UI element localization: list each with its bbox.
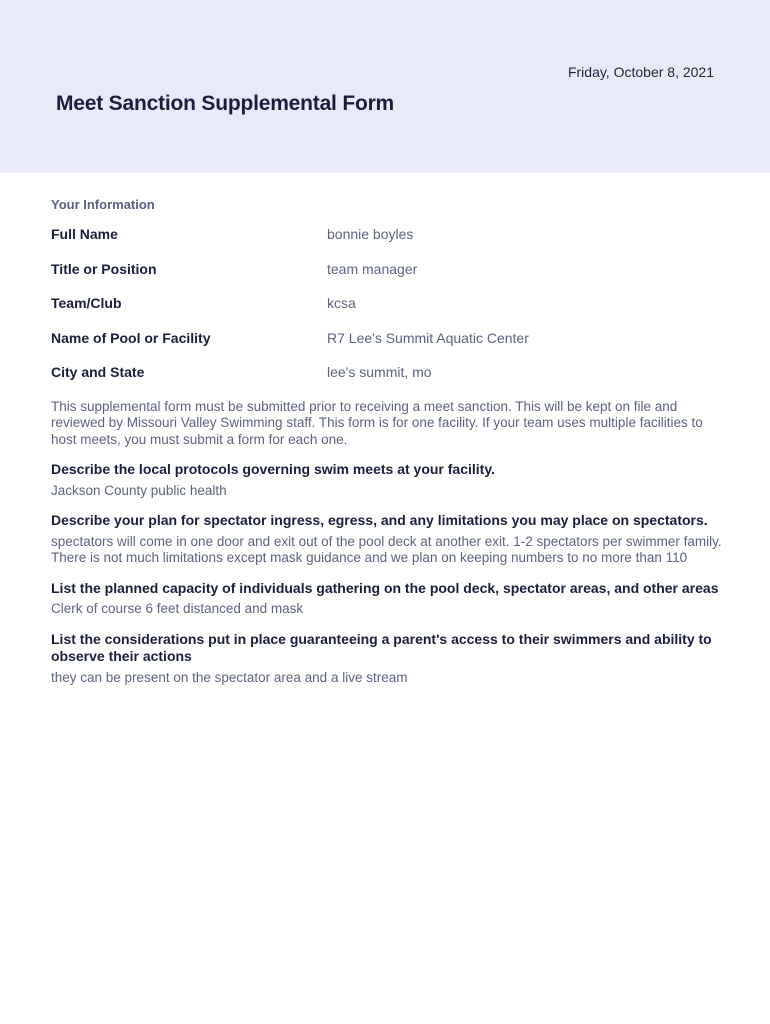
- info-value: lee's summit, mo: [327, 364, 432, 380]
- qa-item-local-protocols: [51, 461, 723, 499]
- info-value: bonnie boyles: [327, 226, 414, 242]
- info-label: Full Name: [51, 226, 118, 242]
- info-row-full-name: [51, 226, 723, 261]
- info-label: Team/Club: [51, 295, 122, 311]
- info-row-pool-or-facility: [51, 330, 723, 365]
- info-label: Title or Position: [51, 260, 157, 277]
- form-title: Meet Sanction Supplemental Form: [56, 92, 395, 115]
- info-value: team manager: [327, 260, 418, 277]
- qa-item-planned-capacity: [51, 580, 723, 618]
- info-label: City and State: [51, 364, 145, 380]
- question-text: Describe your plan for spectator ingress, egress, and any limitations you may place on spectators.: [51, 512, 708, 528]
- form-body: [51, 197, 723, 686]
- qa-item-parent-access: [51, 631, 723, 687]
- section-heading-your-information: Your Information: [51, 197, 155, 212]
- info-row-title-or-position: [51, 261, 723, 296]
- answer-text: Jackson County public health: [51, 482, 227, 498]
- answer-text: they can be present on the spectator area and a live stream: [51, 669, 408, 685]
- answer-text: Clerk of course 6 feet distanced and mask: [51, 601, 304, 616]
- qa-item-spectator-plan: [51, 512, 723, 567]
- form-date: Friday, October 8, 2021: [567, 64, 714, 80]
- info-label: Name of Pool or Facility: [51, 329, 211, 346]
- info-row-city-and-state: [51, 364, 723, 399]
- question-text: List the planned capacity of individuals gathering on the pool deck, spectator areas, and other areas: [51, 579, 719, 596]
- question-text: List the considerations put in place guaranteeing a parent's access to their swimmers and ability to observe their actions: [51, 630, 712, 664]
- info-row-team-club: [51, 295, 723, 330]
- info-value: R7 Lee's Summit Aquatic Center: [327, 329, 529, 346]
- question-text: Describe the local protocols governing swim meets at your facility.: [51, 461, 495, 477]
- answer-text: spectators will come in one door and exit out of the pool deck at another exit. 1-2 spectators per swimmer family. There is not much limitations except mask guidance and we plan on keeping numbers to no more than 110: [51, 533, 722, 565]
- form-header: [0, 0, 770, 173]
- form-instructions: This supplemental form must be submitted prior to receiving a meet sanction. This will be kept on file and reviewed by Missouri Valley Swimming staff. This form is for one facility. If your team uses multiple facilities to host meets, you must submit a form for each one.: [51, 398, 703, 447]
- info-value: kcsa: [327, 295, 356, 311]
